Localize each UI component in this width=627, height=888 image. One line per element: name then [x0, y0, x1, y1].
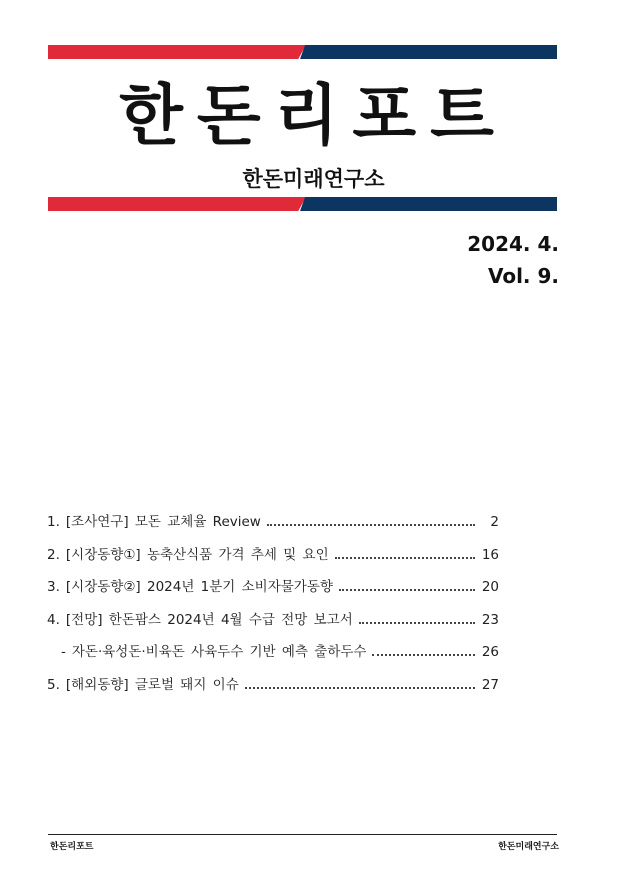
toc-item-page: 20 — [481, 579, 499, 595]
toc-leader-dots — [267, 524, 475, 526]
table-of-contents — [47, 510, 499, 705]
toc-leader-dots — [245, 687, 475, 689]
toc-item-page: 23 — [481, 611, 499, 628]
toc-leader-dots — [335, 557, 475, 559]
toc-item-label: [시장동향②] 2024년 1분기 소비자물가동향 — [65, 579, 333, 595]
toc-item-page: 26 — [481, 644, 499, 660]
stripe-navy-segment — [300, 197, 557, 211]
stripe-navy-segment — [300, 45, 557, 59]
toc-item-number: 2. — [47, 546, 60, 563]
toc-item[interactable] — [47, 608, 499, 641]
toc-item-number: 4. — [47, 611, 60, 628]
toc-item-number: - — [61, 644, 66, 660]
stripe-red-segment — [48, 45, 306, 59]
toc-item-label: [해외동향] 글로벌 돼지 이슈 — [65, 676, 239, 693]
toc-item-number: 5. — [47, 676, 60, 693]
issue-date: 2024. 4. — [467, 232, 559, 256]
toc-item-number: 1. — [47, 514, 60, 530]
toc-item-label: [전망] 한돈팜스 2024년 4월 수급 전망 보고서 — [65, 611, 353, 628]
toc-item-page: 2 — [490, 514, 499, 530]
issue-volume: Vol. 9. — [487, 264, 559, 288]
toc-leader-dots — [359, 622, 475, 624]
header-bottom-stripe — [48, 197, 557, 211]
footer-report-name: 한돈리포트 — [50, 842, 94, 852]
stripe-red-segment — [48, 197, 306, 211]
toc-item[interactable] — [47, 543, 499, 576]
header-top-stripe — [48, 45, 557, 59]
footer-divider — [48, 834, 557, 835]
toc-item-label: [시장동향①] 농축산식품 가격 추세 및 요인 — [65, 546, 329, 563]
toc-item-page: 16 — [481, 546, 499, 563]
toc-item[interactable] — [47, 510, 499, 543]
report-title: 한돈리포트 — [119, 77, 508, 154]
toc-leader-dots — [339, 589, 475, 591]
footer-publisher: 한돈미래연구소 — [498, 842, 559, 852]
toc-item-number: 3. — [47, 579, 60, 595]
toc-leader-dots — [372, 654, 475, 656]
report-publisher: 한돈미래연구소 — [242, 167, 385, 191]
toc-item-page: 27 — [481, 676, 499, 693]
toc-item-label: [조사연구] 모돈 교체율 Review — [65, 514, 261, 530]
toc-item-label: 자돈·육성돈·비육돈 사육두수 기반 예측 출하두수 — [71, 644, 367, 660]
toc-subitem[interactable] — [47, 640, 499, 673]
toc-item[interactable] — [47, 575, 499, 608]
toc-item[interactable] — [47, 673, 499, 706]
